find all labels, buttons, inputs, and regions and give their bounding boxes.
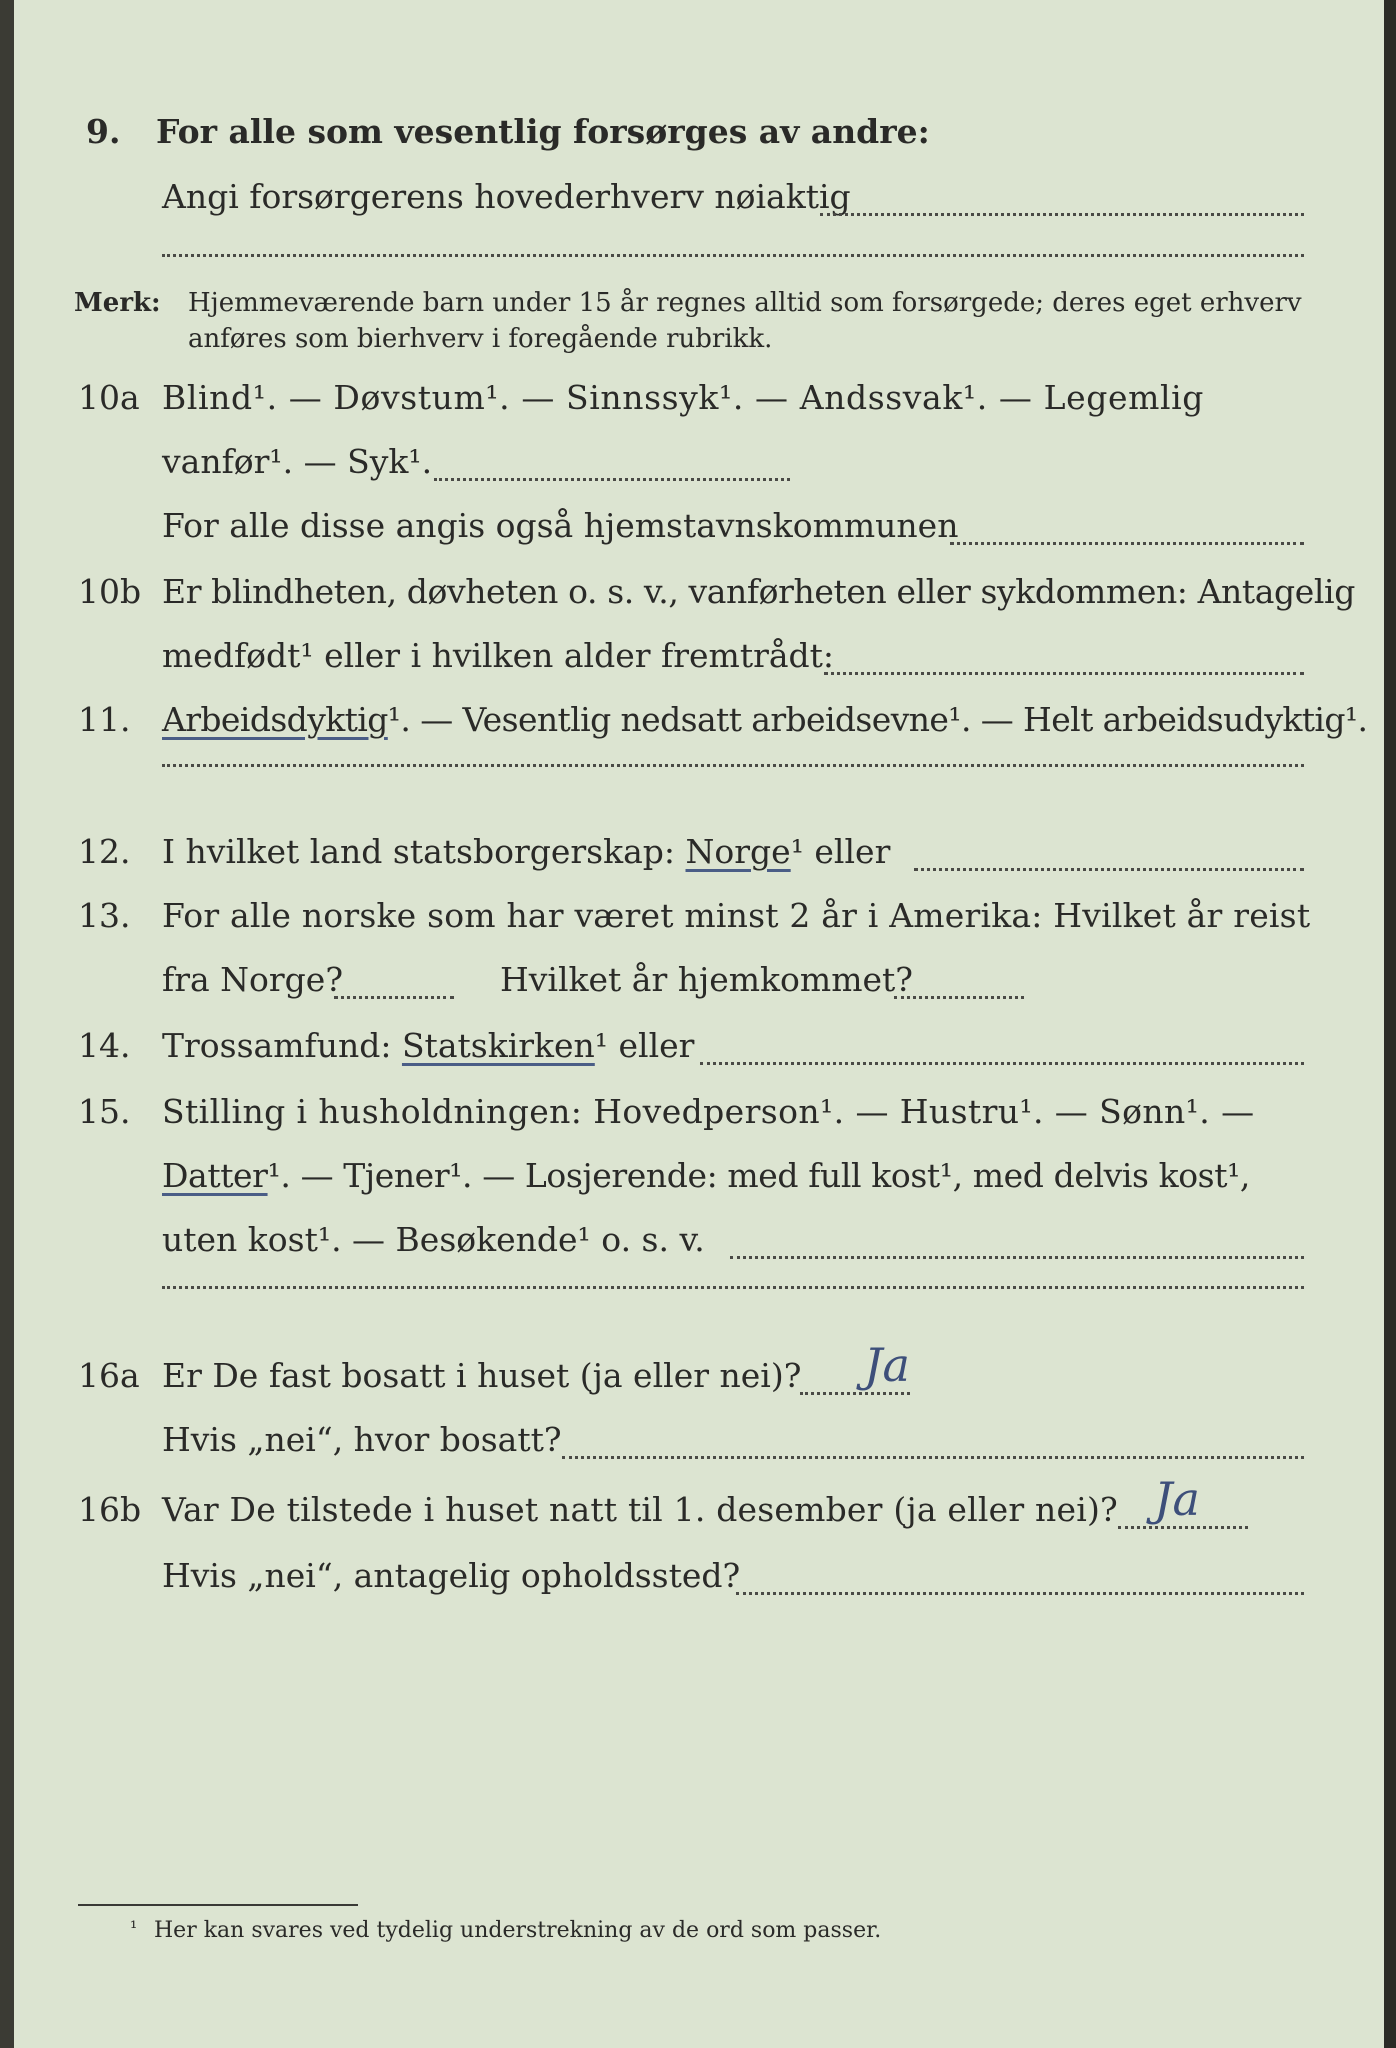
scan-right-edge xyxy=(1384,0,1396,2048)
question-16a-line-2 xyxy=(14,1420,1384,1468)
question-text: Hvis „nei“, antagelig opholdssted? xyxy=(162,1556,741,1595)
handwritten-answer: Ja xyxy=(1154,1472,1200,1526)
question-text: vanfør¹. — Syk¹. xyxy=(162,442,433,481)
question-10b xyxy=(14,572,1384,620)
footnote-rule xyxy=(78,1904,358,1906)
answer-line[interactable] xyxy=(562,1456,1304,1459)
question-text-rest: ¹. — Tjener¹. — Losjerende: med full kost¹, med delvis kost¹, xyxy=(267,1156,1251,1195)
footnote xyxy=(14,1918,1384,1966)
question-15-line-2 xyxy=(14,1156,1384,1204)
answer-line[interactable] xyxy=(162,254,1304,257)
question-text: For alle disse angis også hjemstavnskommunen xyxy=(162,506,959,545)
question-text: Var De tilstede i huset natt til 1. desember (ja eller nei)? xyxy=(162,1490,1118,1529)
answer-line[interactable] xyxy=(434,478,790,481)
question-16b xyxy=(14,1472,1384,1538)
footnote-text: Her kan svares ved tydelig understrekning av de ord som passer. xyxy=(154,1918,882,1943)
answer-line[interactable] xyxy=(730,1256,1304,1259)
question-number: 14. xyxy=(78,1026,131,1065)
scan-left-edge xyxy=(0,0,14,2048)
question-text: Hvis „nei“, hvor bosatt? xyxy=(162,1420,562,1459)
question-13-line-2 xyxy=(14,960,1384,1008)
question-text-pre: I hvilket land statsborgerskap: xyxy=(162,832,676,871)
question-text: Er blindheten, døvheten o. s. v., vanførheten eller sykdommen: Antagelig xyxy=(162,572,1355,611)
question-14 xyxy=(14,1026,1384,1074)
question-text xyxy=(162,1156,1250,1195)
answer-line[interactable] xyxy=(914,868,1304,871)
question-text: For alle norske som har været minst 2 år i Amerika: Hvilket år reist xyxy=(162,896,1311,935)
note-text: anføres som bierhverv i foregående rubrikk. xyxy=(188,324,773,354)
question-16b-line-2 xyxy=(14,1556,1384,1604)
question-15 xyxy=(14,1092,1384,1140)
question-10a-line-2 xyxy=(14,442,1384,490)
question-number: 12. xyxy=(78,832,131,871)
question-text-pre: Trossamfund: xyxy=(162,1026,392,1065)
question-text xyxy=(162,832,890,871)
answer-line[interactable] xyxy=(820,213,1304,216)
question-number: 11. xyxy=(78,700,131,739)
question-number: 16a xyxy=(78,1356,140,1395)
question-12 xyxy=(14,832,1384,880)
question-text: Er De fast bosatt i huset (ja eller nei)? xyxy=(162,1356,802,1395)
underlined-answer: Norge xyxy=(685,832,791,871)
answer-line[interactable] xyxy=(800,1392,910,1395)
question-15-line-3 xyxy=(14,1220,1384,1268)
question-text: uten kost¹. — Besøkende¹ o. s. v. xyxy=(162,1220,705,1259)
answer-line[interactable] xyxy=(736,1592,1304,1595)
question-number: 10a xyxy=(78,378,140,417)
underlined-answer: Arbeidsdyktig xyxy=(162,700,388,739)
answer-line[interactable] xyxy=(334,996,454,999)
question-10a xyxy=(14,378,1384,426)
underlined-answer: Statskirken xyxy=(401,1026,595,1065)
question-text: Blind¹. — Døvstum¹. — Sinnssyk¹. — Andssvak¹. — Legemlig xyxy=(162,378,1205,417)
answer-line[interactable] xyxy=(894,996,1024,999)
question-number: 16b xyxy=(78,1490,142,1529)
question-text xyxy=(162,700,1367,739)
question-text xyxy=(162,1026,694,1065)
question-text-post: ¹ eller xyxy=(594,1026,695,1065)
question-text: Hvilket år hjemkommet? xyxy=(500,960,913,999)
question-9 xyxy=(14,112,1384,160)
question-text: Angi forsørgerens hovederhverv nøiaktig xyxy=(162,177,851,216)
underlined-answer: Datter xyxy=(162,1156,268,1195)
question-number: 9. xyxy=(86,112,121,151)
note-label: Merk: xyxy=(74,288,161,318)
question-16a xyxy=(14,1338,1384,1404)
question-9-line-2 xyxy=(14,177,1384,225)
question-13 xyxy=(14,896,1384,944)
question-10b-line-2 xyxy=(14,636,1384,684)
answer-line[interactable] xyxy=(1118,1526,1248,1529)
answer-line[interactable] xyxy=(700,1062,1304,1065)
question-number: 10b xyxy=(78,572,142,611)
question-text-post: ¹ eller xyxy=(790,832,891,871)
footnote-mark: ¹ xyxy=(130,1918,138,1939)
answer-line[interactable] xyxy=(162,764,1304,767)
question-10a-line-3 xyxy=(14,506,1384,554)
question-text: fra Norge? xyxy=(162,960,344,999)
handwritten-answer: Ja xyxy=(864,1338,910,1392)
question-number: 13. xyxy=(78,896,131,935)
answer-line[interactable] xyxy=(824,672,1304,675)
census-form-page xyxy=(14,0,1384,2048)
answer-line[interactable] xyxy=(950,542,1304,545)
note-text: Hjemmeværende barn under 15 år regnes alltid som forsørgede; deres eget erhverv xyxy=(188,288,1302,318)
question-text: Stilling i husholdningen: Hovedperson¹. — Hustru¹. — Sønn¹. — xyxy=(162,1092,1255,1131)
note-merk-line-2 xyxy=(14,324,1384,372)
question-11 xyxy=(14,700,1384,748)
question-text-rest: ¹. — Vesentlig nedsatt arbeidsevne¹. — Helt arbeidsudyktig¹. xyxy=(387,700,1368,739)
question-text: medfødt¹ eller i hvilken alder fremtrådt: xyxy=(162,636,835,675)
answer-line[interactable] xyxy=(162,1286,1304,1289)
question-number: 15. xyxy=(78,1092,131,1131)
question-text: For alle som vesentlig forsørges av andre: xyxy=(156,112,930,151)
